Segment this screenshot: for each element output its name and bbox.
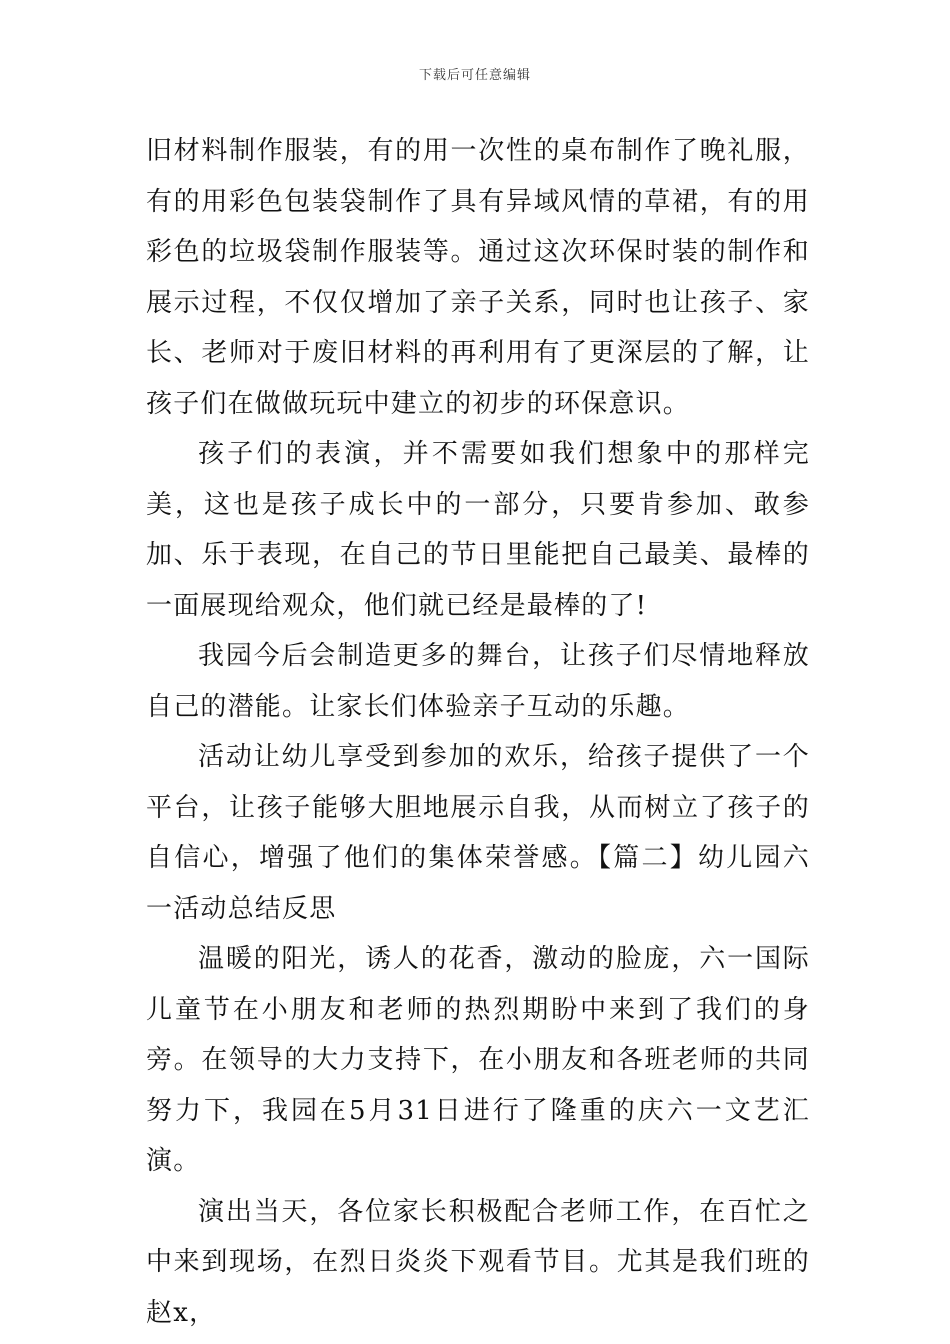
document-body [146,126,810,1338]
paragraph-3: 我园今后会制造更多的舞台，让孩子们尽情地释放自己的潜能。让家长们体验亲子互动的乐趣。 [146,641,810,722]
paragraph-2: 孩子们的表演，并不需要如我们想象中的那样完美，这也是孩子成长中的一部分，只要肯参加、敢参加、乐于表现，在自己的节日里能把自己最美、最棒的一面展现给观众，他们就已经是最棒的了! [146,439,810,621]
paragraph-1: 旧材料制作服装，有的用一次性的桌布制作了晚礼服，有的用彩色包装袋制作了具有异域风情的草裙，有的用彩色的垃圾袋制作服装等。通过这次环保时装的制作和展示过程，不仅仅增加了亲子关系，同时也让孩子、家长、老师对于废旧材料的再利用有了更深层的了解，让孩子们在做做玩玩中建立的初步的环保意识。 [146,136,810,419]
paragraph-6: 演出当天，各位家长积极配合老师工作，在百忙之中来到现场，在烈日炎炎下观看节目。尤其是我们班的赵x， [146,1196,810,1328]
paragraph-5: 温暖的阳光，诱人的花香，激动的脸庞，六一国际儿童节在小朋友和老师的热烈期盼中来到了我们的身旁。在领导的大力支持下，在小朋友和各班老师的共同努力下，我园在5月31日进行了隆重的庆六一文艺汇演。 [146,944,810,1176]
paragraph-4: 活动让幼儿享受到参加的欢乐，给孩子提供了一个平台，让孩子能够大胆地展示自我，从而树立了孩子的自信心，增强了他们的集体荣誉感。【篇二】幼儿园六一活动总结反思 [146,742,810,924]
page-header-note: 下载后可任意编辑 [418,68,531,83]
